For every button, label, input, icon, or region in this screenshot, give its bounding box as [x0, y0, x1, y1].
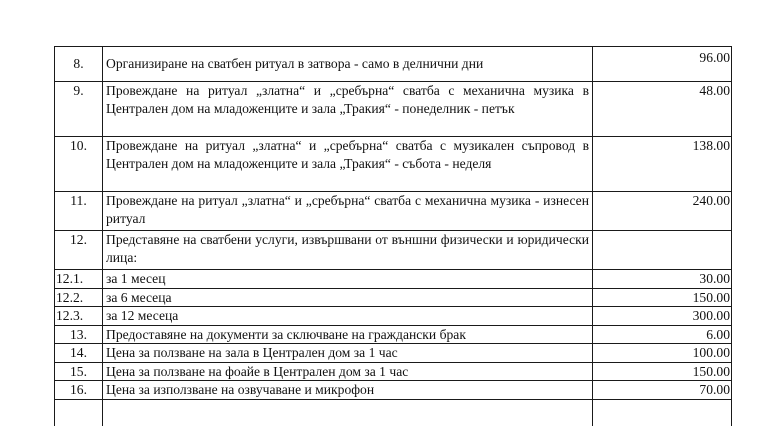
- price-table: [54, 46, 732, 426]
- row-description: Цена за ползване на фоайе в Централен дом за 1 час: [103, 362, 593, 381]
- row-price: 100.00: [593, 344, 732, 363]
- row-description: Предоставяне на документи за сключване на граждански брак: [103, 325, 593, 344]
- table-row-empty: [55, 399, 732, 426]
- table-row: [55, 270, 732, 289]
- row-price: 150.00: [593, 288, 732, 307]
- row-description: Провеждане на ритуал „златна“ и „сребърна“ сватба с механична музика в Централен дом на младоженците и зала „Тракия“ - понеделник - петък: [103, 82, 593, 137]
- table-row: [55, 137, 732, 192]
- row-price: 150.00: [593, 362, 732, 381]
- row-number: 15.: [55, 362, 103, 381]
- row-number: 12.3.: [55, 307, 103, 326]
- row-description: Организиране на сватбен ритуал в затвора - само в делнични дни: [103, 47, 593, 82]
- row-description: Цена за ползване на зала в Централен дом за 1 час: [103, 344, 593, 363]
- table-row: [55, 47, 732, 82]
- row-price: 48.00: [593, 82, 732, 137]
- row-price: 240.00: [593, 192, 732, 231]
- row-description: за 6 месеца: [103, 288, 593, 307]
- table-row: [55, 307, 732, 326]
- row-number: 14.: [55, 344, 103, 363]
- row-price: 300.00: [593, 307, 732, 326]
- empty-cell: [103, 399, 593, 426]
- table-row: [55, 362, 732, 381]
- row-number: 9.: [55, 82, 103, 137]
- row-number: 11.: [55, 192, 103, 231]
- row-number: 13.: [55, 325, 103, 344]
- row-number: 12.1.: [55, 270, 103, 289]
- row-description: Представяне на сватбени услуги, извършвани от външни физически и юридически лица:: [103, 231, 593, 270]
- row-number: 12.: [55, 231, 103, 270]
- table-row: [55, 325, 732, 344]
- row-price: 6.00: [593, 325, 732, 344]
- table-row: [55, 192, 732, 231]
- row-number: 16.: [55, 381, 103, 400]
- row-price: 138.00: [593, 137, 732, 192]
- table-row: [55, 82, 732, 137]
- row-price: 30.00: [593, 270, 732, 289]
- row-number: 12.2.: [55, 288, 103, 307]
- row-description: за 12 месеца: [103, 307, 593, 326]
- empty-cell: [55, 399, 103, 426]
- row-description: Провеждане на ритуал „златна“ и „сребърна“ сватба с музикален съпровод в Централен дом на младоженците и зала „Тракия“ - събота - неделя: [103, 137, 593, 192]
- table-row: [55, 344, 732, 363]
- row-description: Цена за използване на озвучаване и микрофон: [103, 381, 593, 400]
- table-row: [55, 231, 732, 270]
- row-price: 96.00: [593, 47, 732, 82]
- empty-cell: [593, 399, 732, 426]
- table-row: [55, 381, 732, 400]
- row-description: за 1 месец: [103, 270, 593, 289]
- row-price: 70.00: [593, 381, 732, 400]
- table-row: [55, 288, 732, 307]
- row-description: Провеждане на ритуал „златна“ и „сребърна“ сватба с механична музика - изнесен ритуал: [103, 192, 593, 231]
- row-number: 10.: [55, 137, 103, 192]
- row-price: [593, 231, 732, 270]
- row-number: 8.: [55, 47, 103, 82]
